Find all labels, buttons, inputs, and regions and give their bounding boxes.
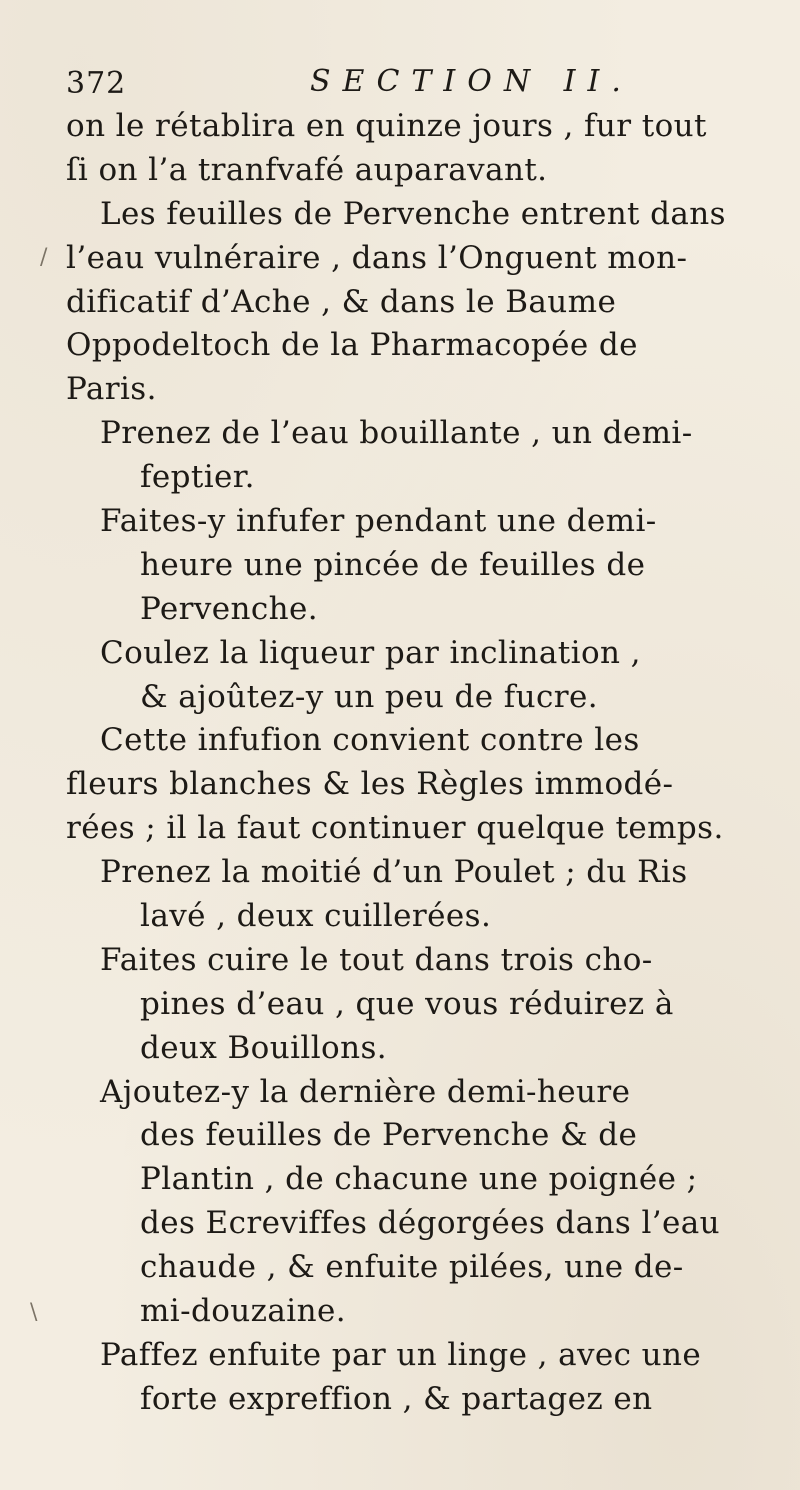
text-line: forte expreffion , & partagez en: [140, 1380, 653, 1417]
text-line: Faites-y infufer pendant une demi-: [100, 503, 657, 540]
text-line: des feuilles de Pervenche & de: [140, 1117, 638, 1154]
page-number: 372: [66, 66, 127, 101]
text-line: ſi on l’a tranfvafé auparavant.: [66, 151, 548, 188]
text-line: & ajoûtez-y un peu de fucre.: [140, 678, 599, 715]
text-line: fleurs blanches & les Règles immodé-: [66, 766, 674, 803]
text-line: on le rétablira en quinze jours , fur tout: [66, 108, 707, 144]
margin-stroke: \: [30, 1300, 38, 1325]
text-line: Prenez de l’eau bouillante , un demi-: [100, 415, 693, 452]
text-line: des Ecreviffes dégorgées dans l’eau: [140, 1205, 721, 1242]
body-text: [66, 105, 786, 1422]
text-line: feptier.: [140, 459, 255, 496]
text-line: chaude , & enfuite pilées, une de-: [140, 1249, 684, 1286]
text-line: l’eau vulnéraire , dans l’Onguent mon-: [66, 239, 688, 276]
text-line: lavé , deux cuillerées.: [140, 898, 492, 935]
text-line: Plantin , de chacune une poignée ;: [140, 1161, 698, 1198]
page-header: [66, 62, 766, 102]
text-line: Cette infufion convient contre les: [100, 722, 640, 759]
text-line: Ajoutez-y la dernière demi-heure: [100, 1073, 631, 1110]
running-head: SECTION II.: [310, 64, 633, 99]
text-line: deux Bouillons.: [140, 1029, 388, 1066]
text-line: Coulez la liqueur par inclination ,: [100, 634, 641, 671]
text-line: Pervenche.: [140, 590, 318, 627]
text-line: Prenez la moitié d’un Poulet ; du Ris: [100, 854, 688, 891]
text-line: Paffez enfuite par un linge , avec une: [100, 1336, 702, 1373]
text-line: Oppodeltoch de la Pharmacopée de: [66, 327, 638, 364]
text-line: Les feuilles de Pervenche entrent dans: [100, 195, 726, 232]
text-line: Paris.: [66, 371, 157, 408]
text-line: Faites cuire le tout dans trois cho-: [100, 941, 653, 978]
text-line: mi-douzaine.: [140, 1293, 346, 1330]
text-line: rées ; il la faut continuer quelque temps.: [66, 810, 724, 847]
text-line: pines d’eau , que vous réduirez à: [140, 985, 674, 1022]
text-line: heure une pincée de feuilles de: [140, 546, 646, 583]
text-line: dificatif d’Ache , & dans le Baume: [66, 283, 617, 320]
margin-stroke: /: [40, 245, 48, 270]
